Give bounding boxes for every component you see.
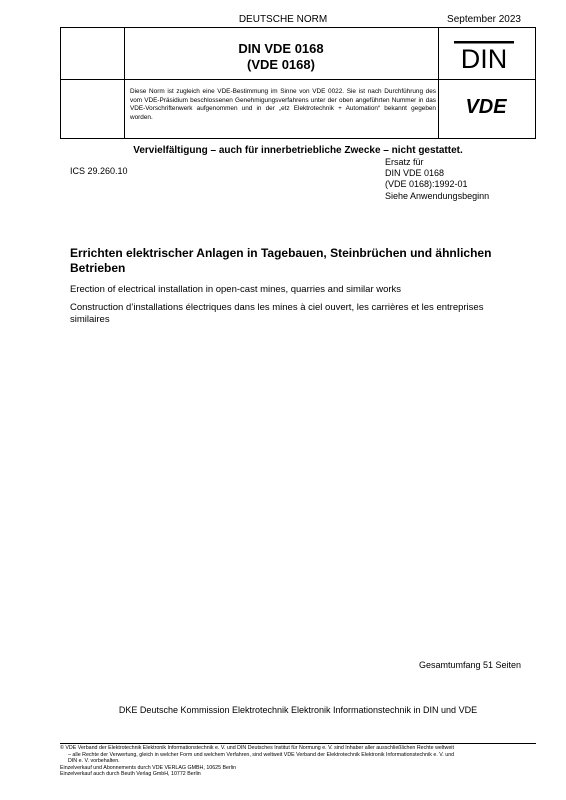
vde-logo bbox=[452, 96, 520, 116]
document-number-vde: (VDE 0168) bbox=[247, 57, 315, 72]
publication-date: September 2023 bbox=[447, 14, 521, 25]
document-number-din: DIN VDE 0168 bbox=[238, 41, 324, 56]
copyright-line: © VDE Verband der Elektrotechnik Elektronik Informationstechnik e. V. und DIN Deutsches Institut für Normung e. V. sind Inhaber aller ausschließlichen Rechte weltweit bbox=[60, 745, 454, 751]
din-logo bbox=[454, 41, 514, 71]
title-french: Construction d’installations électriques dans les mines à ciel ouvert, les carrières et les entreprises similaires bbox=[70, 302, 484, 325]
reproduction-notice: Vervielfältigung – auch für innerbetriebliche Zwecke – nicht gestattet. bbox=[133, 145, 463, 156]
vde-notice: Diese Norm ist zugleich eine VDE-Bestimmung im Sinne von VDE 0022. Sie ist nach Durchführung des vom VDE-Präsidium beschlossenen Genehmigungsverfahrens unter der oben angeführten Nummer in das VDE-Vorschriftenwerk aufgenommen und in der „etz Elektrotechnik + Automation“ bekannt gegeben worden. bbox=[130, 88, 436, 121]
total-pages: Gesamtumfang 51 Seiten bbox=[418, 660, 521, 670]
copyright-line: Einzelverkauf und Abonnements durch VDE VERLAG GMBH, 10625 Berlin bbox=[60, 764, 237, 771]
ics-code: ICS 29.260.10 bbox=[70, 166, 128, 176]
copyright-line: – alle Rechte der Verwertung, gleich in welcher Form und welchem Verfahren, sind weltweit VDE Verband der Elektrotechnik Elektronik Informationstechnik e. V. und bbox=[68, 751, 455, 758]
din-logo-text: DIN bbox=[460, 44, 508, 71]
header-right-divider bbox=[438, 28, 439, 138]
replacement-line: Ersatz für bbox=[385, 157, 424, 167]
replacement-line: DIN VDE 0168 bbox=[385, 168, 445, 179]
copyright-line: DIN e. V. vorbehalten. bbox=[68, 758, 120, 765]
replacement-info bbox=[385, 157, 489, 202]
copyright-notice bbox=[60, 745, 526, 778]
header-middle-divider bbox=[61, 79, 535, 80]
replacement-line: Siehe Anwendungsbeginn bbox=[385, 190, 490, 201]
committee-name: DKE Deutsche Kommission Elektrotechnik Elektronik Informationstechnik in DIN und VDE bbox=[118, 705, 478, 715]
vde-logo-text: VDE bbox=[465, 96, 507, 116]
document-number bbox=[124, 41, 438, 73]
bottom-divider bbox=[60, 743, 536, 744]
norm-type-label: DEUTSCHE NORM bbox=[238, 14, 328, 25]
copyright-line: Einzelverkauf auch durch Beuth Verlag GmbH, 10772 Berlin bbox=[60, 771, 201, 778]
title-german: Errichten elektrischer Anlagen in Tagebauen, Steinbrüchen und ähnlichen Betrieben bbox=[70, 246, 492, 275]
replacement-line: (VDE 0168):1992-01 bbox=[385, 179, 468, 190]
title-english: Erection of electrical installation in open-cast mines, quarries and similar works bbox=[70, 284, 402, 295]
